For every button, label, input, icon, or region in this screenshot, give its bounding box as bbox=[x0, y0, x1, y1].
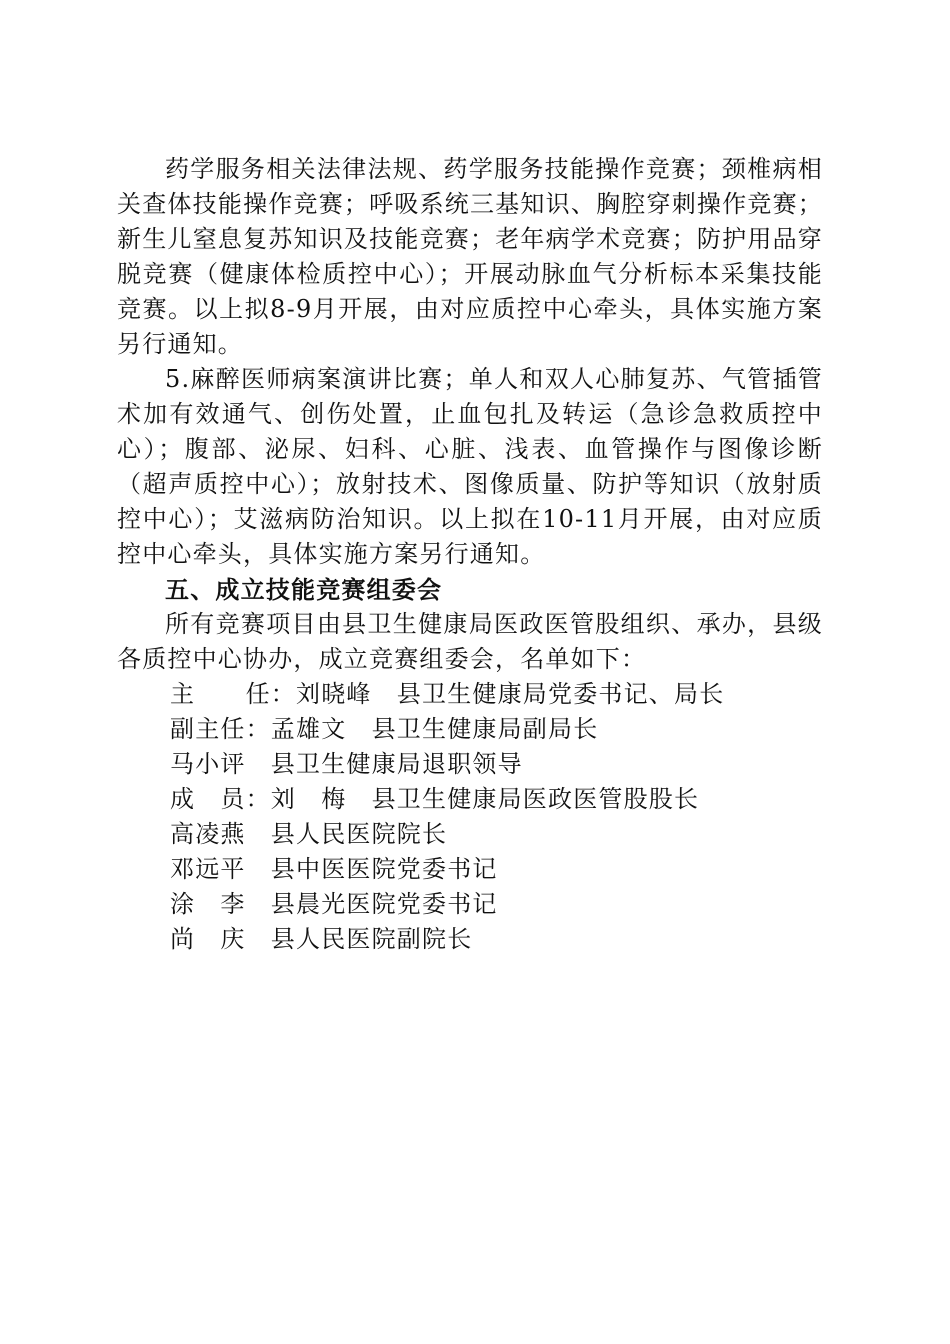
member-members-5: 尚 庆 县人民医院副院长 bbox=[170, 925, 473, 953]
committee-member-list bbox=[117, 677, 823, 957]
member-director: 主 任：刘晓峰 县卫生健康局党委书记、局长 bbox=[170, 680, 725, 708]
member-members-2: 高凌燕 县人民医院院长 bbox=[170, 820, 448, 848]
member-members-3: 邓远平 县中医医院党委书记 bbox=[170, 855, 498, 883]
member-members-1: 成 员：刘 梅 县卫生健康局医政医管股股长 bbox=[170, 785, 700, 813]
paragraph-pharmacy-competitions: 药学服务相关法律法规、药学服务技能操作竞赛；颈椎病相关查体技能操作竞赛；呼吸系统三基知识、胸腔穿刺操作竞赛；新生儿窒息复苏知识及技能竞赛；老年病学术竞赛；防护用品穿脱竞赛（健康体检质控中心）；开展动脉血气分析标本采集技能竞赛。以上拟8-9月开展，由对应质控中心牵头，具体实施方案另行通知。 bbox=[117, 155, 823, 358]
member-members-4: 涂 李 县晨光医院党委书记 bbox=[170, 890, 498, 918]
section-heading: 五、成立技能竞赛组委会 bbox=[165, 575, 443, 604]
paragraph-item-5: 5.麻醉医师病案演讲比赛；单人和双人心肺复苏、气管插管术加有效通气、创伤处置，止血包扎及转运（急诊急救质控中心）；腹部、泌尿、妇科、心脏、浅表、血管操作与图像诊断（超声质控中心）；放射技术、图像质量、防护等知识（放射质控中心）；艾滋病防治知识。以上拟在10-11月开展，由对应质控中心牵头，具体实施方案另行通知。 bbox=[117, 365, 823, 568]
document-body bbox=[117, 152, 823, 957]
member-deputy-2: 马小评 县卫生健康局退职领导 bbox=[170, 750, 523, 778]
member-deputy-director: 副主任：孟雄文 县卫生健康局副局长 bbox=[170, 715, 599, 743]
paragraph-committee-intro: 所有竞赛项目由县卫生健康局医政医管股组织、承办，县级各质控中心协办，成立竞赛组委会，名单如下： bbox=[117, 610, 823, 673]
